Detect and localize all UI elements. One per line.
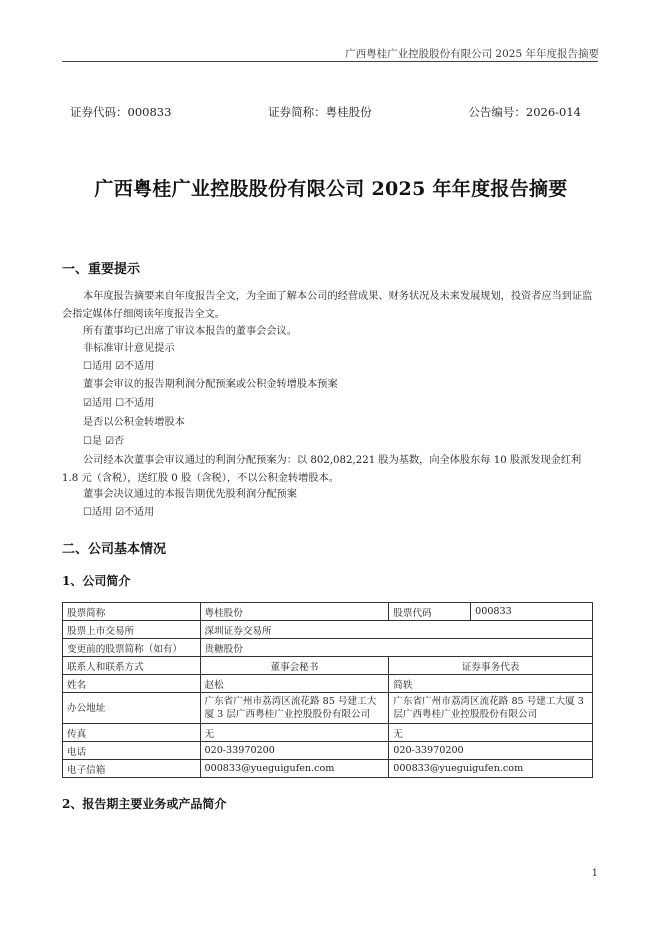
cell-label: 办公地址 bbox=[63, 693, 201, 724]
document-title: 广西粤桂广业控股股份有限公司 2025 年年度报告摘要 bbox=[94, 178, 568, 200]
label-preferred-stock: 董事会决议通过的本报告期优先股利润分配预案 bbox=[83, 489, 297, 500]
page-number: 1 bbox=[591, 868, 598, 879]
cell-value: 广东省广州市荔湾区流花路 85 号建工大厦 3 层广西粤桂广业控股股份有限公司 bbox=[200, 693, 389, 724]
table-row bbox=[63, 603, 593, 621]
table-row bbox=[63, 621, 593, 639]
paragraph-distribution-plan: 公司经本次董事会审议通过的利润分配预案为：以 802,082,221 股为基数，向全体股东每 10 股派发现金红利 1.8 元（含税），送红股 0 股（含税），不以公积金转增股本。 bbox=[62, 455, 582, 484]
label-nonstandard-audit: 非标准审计意见提示 bbox=[83, 343, 175, 354]
cell-label: 股票简称 bbox=[63, 603, 201, 621]
table-row bbox=[63, 639, 593, 657]
cell-value: 020-33970200 bbox=[200, 742, 389, 760]
table-row bbox=[63, 693, 593, 724]
paragraph-summary-source: 本年度报告摘要来自年度报告全文，为全面了解本公司的经营成果、财务状况及未来发展规划，投资者应当到证监会指定媒体仔细阅读年度报告全文。 bbox=[62, 291, 593, 320]
cell-value: 赵松 bbox=[200, 675, 389, 693]
checkbox-profit-distribution: ☑适用 ☐不适用 bbox=[83, 398, 155, 409]
running-header: 广西粤桂广业控股股份有限公司 2025 年年度报告摘要 bbox=[345, 48, 599, 60]
stock-code: 证券代码：000833 bbox=[70, 105, 172, 119]
checkbox-preferred-stock: ☐适用 ☑不适用 bbox=[83, 507, 155, 518]
label-profit-distribution: 董事会审议的报告期利润分配预案或公积金转增股本预案 bbox=[83, 379, 338, 390]
cell-value-email: 000833@yueguigufen.com bbox=[200, 760, 389, 778]
cell-value: 无 bbox=[200, 724, 389, 742]
meta-row bbox=[70, 104, 581, 120]
cell-label: 变更前的股票简称（如有） bbox=[63, 639, 201, 657]
cell-label: 联系人和联系方式 bbox=[63, 657, 201, 675]
column-header-representative: 证券事务代表 bbox=[389, 657, 593, 675]
column-header-secretary: 董事会秘书 bbox=[200, 657, 389, 675]
cell-label: 传真 bbox=[63, 724, 201, 742]
cell-value: 粤桂股份 bbox=[200, 603, 389, 621]
table-row bbox=[63, 675, 593, 693]
table-row bbox=[63, 742, 593, 760]
cell-value: 深圳证券交易所 bbox=[200, 621, 593, 639]
cell-label: 股票代码 bbox=[389, 603, 471, 621]
cell-value: 020-33970200 bbox=[389, 742, 593, 760]
table-row bbox=[63, 724, 593, 742]
cell-value: 简轶 bbox=[389, 675, 593, 693]
cell-value: 000833 bbox=[471, 603, 593, 621]
cell-value: 无 bbox=[389, 724, 593, 742]
stock-abbreviation: 证券简称：粤桂股份 bbox=[268, 105, 372, 119]
cell-value: 贵糖股份 bbox=[200, 639, 593, 657]
cell-value-email: 000833@yueguigufen.com bbox=[389, 760, 593, 778]
label-capital-reserve: 是否以公积金转增股本 bbox=[83, 417, 185, 428]
cell-label: 电话 bbox=[63, 742, 201, 760]
cell-label: 姓名 bbox=[63, 675, 201, 693]
section-heading-company-basics: 二、公司基本情况 bbox=[62, 542, 167, 557]
section-heading-important-notes: 一、重要提示 bbox=[62, 262, 141, 277]
subheading-main-business: 2、报告期主要业务或产品简介 bbox=[62, 797, 227, 811]
paragraph-directors-attendance: 所有董事均已出席了审议本报告的董事会会议。 bbox=[83, 326, 297, 337]
cell-value: 广东省广州市荔湾区流花路 85 号建工大厦 3 层广西粤桂广业控股股份有限公司 bbox=[389, 693, 593, 724]
table-row bbox=[63, 760, 593, 778]
cell-label: 股票上市交易所 bbox=[63, 621, 201, 639]
header-rule bbox=[62, 61, 598, 62]
notice-number: 公告编号：2026-014 bbox=[468, 105, 581, 119]
company-profile-table bbox=[62, 602, 593, 778]
subheading-company-profile: 1、公司简介 bbox=[62, 574, 131, 588]
table-row bbox=[63, 657, 593, 675]
checkbox-nonstandard-audit: ☐适用 ☑不适用 bbox=[83, 361, 155, 372]
checkbox-capital-reserve: ☐是 ☑否 bbox=[83, 436, 125, 447]
cell-label: 电子信箱 bbox=[63, 760, 201, 778]
